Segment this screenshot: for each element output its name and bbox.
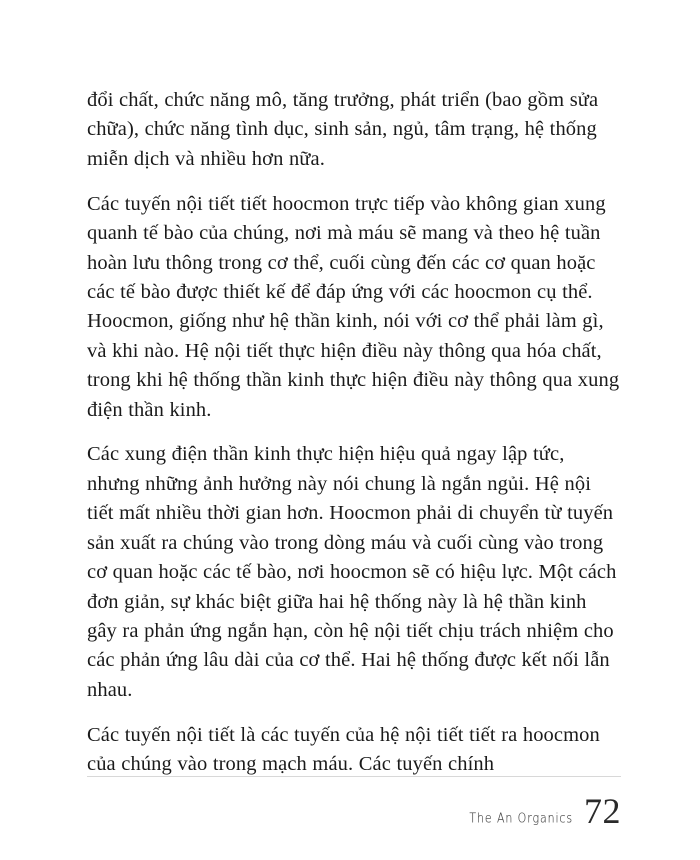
paragraph-4: Các tuyến nội tiết là các tuyến của hệ nội tiết tiết ra hoocmon của chúng vào trong mạch máu. Các tuyến chính — [87, 723, 600, 776]
footer-divider — [87, 776, 621, 777]
paragraph-1: đổi chất, chức năng mô, tăng trưởng, phát triển (bao gồm sửa chữa), chức năng tình dục, sinh sản, ngủ, tâm trạng, hệ thống miễn dịch và nhiều hơn nữa. — [87, 89, 599, 170]
body-text-column — [87, 86, 621, 779]
brand-name: The An Organics — [469, 810, 573, 826]
paragraph-3: Các xung điện thần kinh thực hiện hiệu quả ngay lập tức, nhưng những ảnh hưởng này nói chung là ngắn ngủi. Hệ nội tiết mất nhiều thời gian hơn. Hoocmon phải di chuyển từ tuyến sản xuất ra chúng vào trong dòng máu và cuối cùng vào trong cơ quan hoặc các tế bào, nơi hoocmon sẽ có hiệu lực. Một cách đơn giản, sự khác biệt giữa hai hệ thống này là hệ thần kinh gây ra phản ứng ngắn hạn, còn hệ nội tiết chịu trách nhiệm cho các phản ứng lâu dài của cơ thể. Hai hệ thống được kết nối lẫn nhau. — [87, 443, 617, 701]
footer-content-row — [87, 793, 621, 829]
page-number: 72 — [584, 791, 621, 831]
page-footer — [87, 776, 621, 829]
paragraph-2: Các tuyến nội tiết tiết hoocmon trực tiếp vào không gian xung quanh tế bào của chúng, nơi mà máu sẽ mang và theo hệ tuần hoàn lưu thông trong cơ thể, cuối cùng đến các cơ quan hoặc các tế bào được thiết kế để đáp ứng với các hoocmon cụ thể. Hoocmon, giống như hệ thần kinh, nói với cơ thể phải làm gì, và khi nào. Hệ nội tiết thực hiện điều này thông qua hóa chất, trong khi hệ thống thần kinh thực hiện điều này thông qua xung điện thần kinh. — [87, 192, 620, 421]
